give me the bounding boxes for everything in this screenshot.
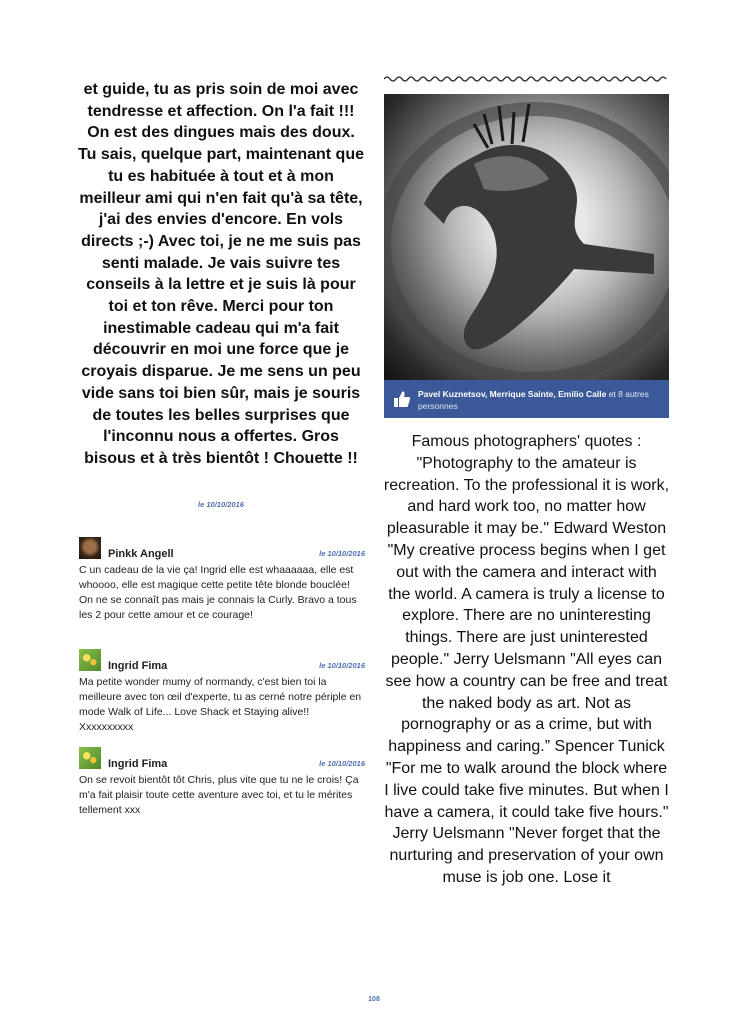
avatar[interactable] [79,537,101,559]
avatar[interactable] [79,747,101,769]
avatar[interactable] [79,649,101,671]
comment-author[interactable]: Ingrid Fima [108,758,168,770]
comment-text: On se revoit bientôt tôt Chris, plus vite que tu ne le crois! Ça m'a fait plaisir toute cette aventure avec toi, et tu le mérites tellement xxx [79,774,359,816]
comment-text: C un cadeau de la vie ça! Ingrid elle est whaaaaaa, elle est whoooo, elle est magique cette petite tête blonde bouclée! On ne se connaît pas mais je connais la Curly. Bravo a tous les 2 pour cette amour et ce courage! [79,564,357,621]
comment-date: le 10/10/2016 [319,549,365,558]
comment-date: le 10/10/2016 [319,759,365,768]
likers-text [418,388,662,412]
thumbs-up-icon[interactable] [393,390,411,408]
like-bar[interactable] [384,380,669,418]
comment-text: Ma petite wonder mumy of normandy, c'est bien toi la meilleure avec ton œil d'experte, tu as cerné notre périple en mode Walk of Life... Love Shack et Staying alive!! Xxxxxxxxxx [79,676,362,733]
comment-date: le 10/10/2016 [319,661,365,670]
dancer-illustration [384,94,669,380]
quotes-text: Famous photographers' quotes : "Photography to the amateur is recreation. To the professional it is work, and hard work too, no matter how pleasurable it may be." Edward Weston "My creative process begins when I get out with the camera and interact with the world. A camera is truly a license to explore. There are no uninteresting things. There are just uninterested people." Jerry Uelsmann "All eyes can see how a country can be free and treat the naked body as art. Not as pornography or as a crime, but with happiness and caring.” Spencer Tunick "For me to walk around the block where I live could take five minutes. But when I have a camera, it could take five hours." Jerry Uelsmann "Never forget that the nurturing and preservation of your own muse is job one. Lose it [383,433,670,886]
article-body-text: et guide, tu as pris soin de moi avec tendresse et affection. On l'a fait !!! On est des dingues mais des doux. Tu sais, quelque part, maintenant que tu es habituée à tout et à mon meilleur ami qui n'en fait qu'à sa tête, j'ai des envies d'encore. En vols directs ;-) Avec toi, je ne me suis pas senti malade. Je vais suivre tes conseils à la lettre et je suis là pour toi et ton rêve. Merci pour ton inestimable cadeau qui m'a fait découvrir en moi une force que je croyais disparue. Je me sens un peu vide sans toi bien sûr, mais je souris de toutes les belles surprises que l'inconnu nous a offertes. Gros bisous et à très bientôt ! Chouette !! [78,81,364,467]
post-photo[interactable] [384,94,669,380]
comment [79,747,365,818]
likers-rest: et 8 autres personnes [418,389,649,411]
comment [79,537,365,623]
wavy-divider [384,75,670,83]
article-date: le 10/10/2016 [198,500,244,509]
comment-author[interactable]: Pinkk Angell [108,548,174,560]
page-number: 108 [368,996,380,1003]
comment-author[interactable]: Ingrid Fima [108,660,168,672]
likers-names[interactable]: Pavel Kuznetsov, Merrique Sainte, Emilio Calle [418,389,607,399]
comment [79,649,365,735]
